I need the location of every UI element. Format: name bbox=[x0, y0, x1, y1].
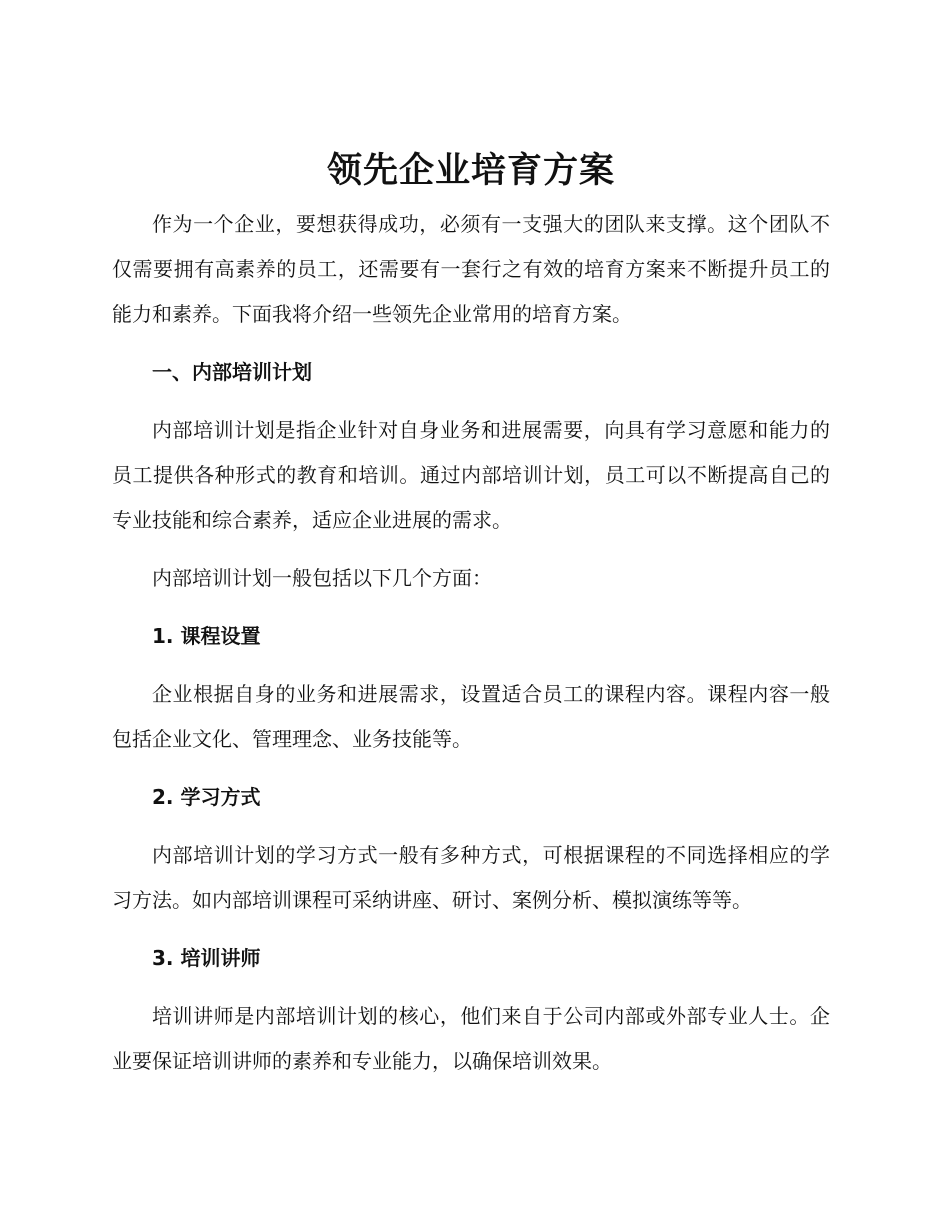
section-paragraph-aspects: 内部培训计划一般包括以下几个方面： bbox=[152, 566, 492, 590]
item-paragraph-course-setup: 企业根据自身的业务和进展需求，设置适合员工的课程内容。课程内容一般包括企业文化、管理理念、业务技能等。 bbox=[112, 682, 830, 751]
item-heading-course-setup: 1. 课程设置 bbox=[152, 624, 261, 648]
item-paragraph-trainers: 培训讲师是内部培训计划的核心，他们来自于公司内部或外部专业人士。企业要保证培训讲师的素养和专业能力，以确保培训效果。 bbox=[112, 1004, 830, 1073]
item-paragraph-learning-method: 内部培训计划的学习方式一般有多种方式，可根据课程的不同选择相应的学习方法。如内部培训课程可采纳讲座、研讨、案例分析、模拟演练等等。 bbox=[112, 843, 830, 912]
item-heading-learning-method: 2. 学习方式 bbox=[152, 785, 261, 809]
intro-paragraph: 作为一个企业，要想获得成功，必须有一支强大的团队来支撑。这个团队不仅需要拥有高素养的员工，还需要有一套行之有效的培育方案来不断提升员工的能力和素养。下面我将介绍一些领先企业常用的培育方案。 bbox=[112, 212, 830, 326]
document-body bbox=[112, 148, 830, 1084]
section-paragraph-definition: 内部培训计划是指企业针对自身业务和进展需要，向具有学习意愿和能力的员工提供各种形式的教育和培训。通过内部培训计划，员工可以不断提高自己的专业技能和综合素养，适应企业进展的需求。 bbox=[112, 418, 830, 532]
document-title: 领先企业培育方案 bbox=[326, 151, 615, 191]
item-heading-trainers: 3. 培训讲师 bbox=[152, 946, 261, 970]
section-heading-internal-training: 一、内部培训计划 bbox=[152, 360, 312, 384]
